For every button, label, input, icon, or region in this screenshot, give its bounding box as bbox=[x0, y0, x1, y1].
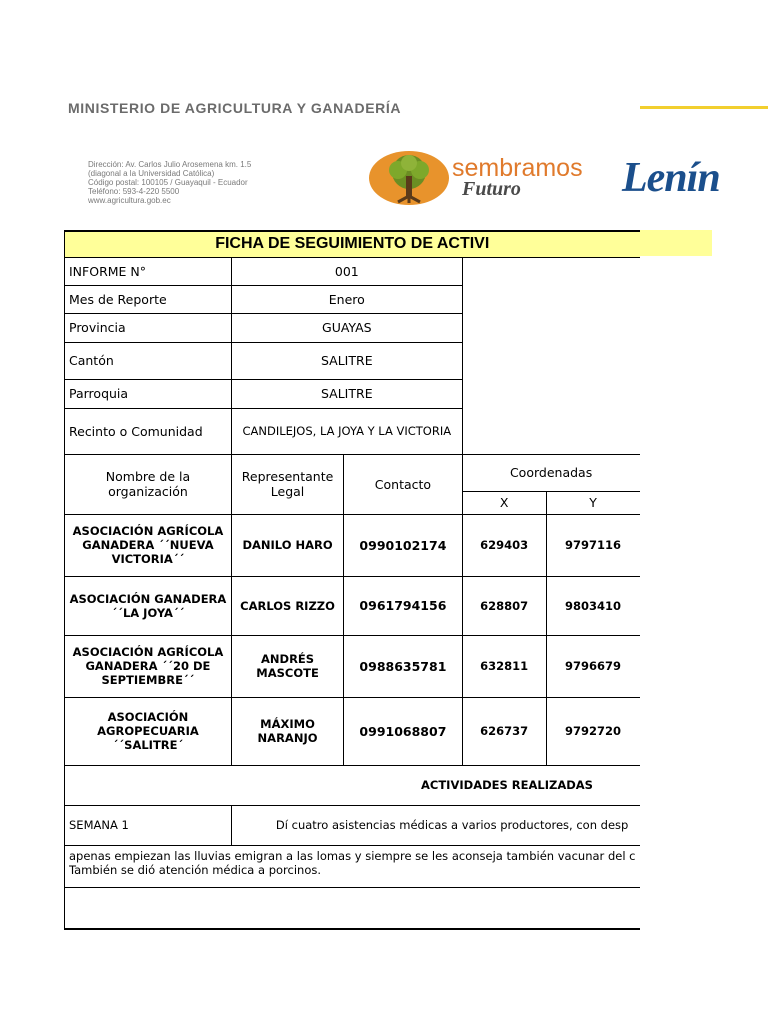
org-y: 9803410 bbox=[546, 576, 639, 635]
tree-logo-icon bbox=[368, 150, 450, 206]
org-x: 632811 bbox=[462, 635, 546, 697]
field-value: Enero bbox=[231, 285, 462, 313]
org-contact: 0990102174 bbox=[344, 514, 463, 576]
address-line: (diagonal a la Universidad Católica) bbox=[88, 169, 215, 178]
table-row bbox=[65, 697, 640, 765]
address-line: www.agricultura.gob.ec bbox=[88, 196, 171, 205]
logo-main-text: sembramos bbox=[452, 154, 583, 182]
org-rep: MÁXIMO NARANJO bbox=[231, 697, 343, 765]
org-rep: DANILO HARO bbox=[231, 514, 343, 576]
signature-logo: Lenín bbox=[622, 155, 720, 201]
org-x: 628807 bbox=[462, 576, 546, 635]
contact-header: Contacto bbox=[344, 454, 463, 514]
org-x: 626737 bbox=[462, 697, 546, 765]
org-rep: ANDRÉS MASCOTE bbox=[231, 635, 343, 697]
org-contact: 0961794156 bbox=[344, 576, 463, 635]
ministry-name: MINISTERIO DE AGRICULTURA Y GANADERÍA bbox=[68, 100, 402, 116]
notes-line: apenas empiezan las lluvias emigran a las lomas y siempre se les aconseja también vacunar del c bbox=[69, 848, 636, 863]
field-label: Recinto o Comunidad bbox=[65, 408, 232, 454]
coord-y-header: Y bbox=[546, 491, 639, 514]
org-y: 9792720 bbox=[546, 697, 639, 765]
field-label: Cantón bbox=[65, 342, 232, 379]
activity-notes bbox=[65, 845, 640, 887]
activities-title: ACTIVIDADES REALIZADAS bbox=[65, 765, 640, 805]
header-accent-line bbox=[640, 106, 768, 109]
form-title: FICHA DE SEGUIMIENTO DE ACTIVI bbox=[65, 231, 640, 257]
address-line: Código postal: 100105 / Guayaquil - Ecuador bbox=[88, 178, 248, 187]
org-y: 9797116 bbox=[546, 514, 639, 576]
field-value: SALITRE bbox=[231, 342, 462, 379]
org-name: ASOCIACIÓN AGRÍCOLA GANADERA ´´NUEVA VICTORIA´´ bbox=[65, 514, 232, 576]
field-value: SALITRE bbox=[231, 379, 462, 408]
org-rep: CARLOS RIZZO bbox=[231, 576, 343, 635]
field-label: Mes de Reporte bbox=[65, 285, 232, 313]
week-description: Dí cuatro asistencias médicas a varios productores, con desp bbox=[231, 805, 639, 845]
address-line: Dirección: Av. Carlos Julio Arosemena km. 1.5 bbox=[88, 160, 252, 169]
coords-header: Coordenadas bbox=[462, 454, 639, 491]
org-name: ASOCIACIÓN GANADERA ´´LA JOYA´´ bbox=[65, 576, 232, 635]
org-x: 629403 bbox=[462, 514, 546, 576]
org-contact: 0988635781 bbox=[344, 635, 463, 697]
field-label: INFORME N° bbox=[65, 257, 232, 285]
org-contact: 0991068807 bbox=[344, 697, 463, 765]
field-value: 001 bbox=[231, 257, 462, 285]
rep-header: Representante Legal bbox=[231, 454, 343, 514]
field-value: GUAYAS bbox=[231, 313, 462, 342]
table-row bbox=[65, 635, 640, 697]
org-y: 9796679 bbox=[546, 635, 639, 697]
logo-sub-text: Futuro bbox=[462, 178, 521, 200]
field-label: Parroquia bbox=[65, 379, 232, 408]
field-value: CANDILEJOS, LA JOYA Y LA VICTORIA bbox=[231, 408, 462, 454]
org-name-header: Nombre de la organización bbox=[65, 454, 232, 514]
notes-line: También se dió atención médica a porcinos. bbox=[69, 862, 322, 877]
tracking-form-table bbox=[64, 230, 640, 930]
week-label: SEMANA 1 bbox=[65, 805, 232, 845]
address-block bbox=[88, 160, 251, 205]
org-name: ASOCIACIÓN AGROPECUARIA ´´SALITRE´ bbox=[65, 697, 232, 765]
table-row bbox=[65, 576, 640, 635]
org-name: ASOCIACIÓN AGRÍCOLA GANADERA ´´20 DE SEPTIEMBRE´´ bbox=[65, 635, 232, 697]
coord-x-header: X bbox=[462, 491, 546, 514]
empty-row bbox=[65, 887, 640, 929]
blank-area bbox=[462, 257, 639, 454]
table-row bbox=[65, 514, 640, 576]
address-line: Teléfono: 593-4-220 5500 bbox=[88, 187, 180, 196]
field-label: Provincia bbox=[65, 313, 232, 342]
